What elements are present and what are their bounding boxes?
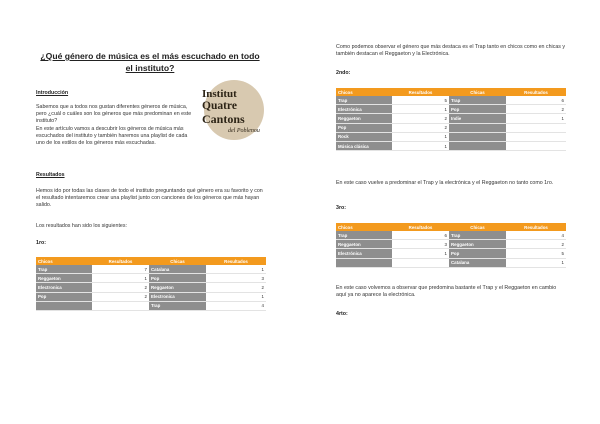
girls-genre-cell: Trap (449, 231, 506, 240)
boys-genre-cell: Pop (36, 292, 92, 301)
results-paragraph-1: Hemos ido por todas las clases de todo el instituto preguntando qué género era su favorito y con el resultado intentaremos crear una playlist junto con canciones de los géneros que más hayan salido. (36, 188, 263, 209)
girls-genre-cell: Pop (449, 105, 506, 114)
girls-genre-cell: Pop (449, 249, 506, 258)
results-heading: Resultados (36, 172, 65, 178)
boys-genre-cell: Electrónica (336, 105, 392, 114)
girls-result-cell: 2 (206, 283, 266, 292)
boys-genre-cell: Reggaeton (36, 274, 92, 283)
girls-genre-cell: Catalana (149, 265, 206, 274)
boys-genre-cell: Reggaeton (336, 240, 392, 249)
logo-line-4: del Poblenou (228, 128, 260, 134)
header-girls: Chicas (449, 223, 506, 231)
boys-result-cell: 1 (392, 132, 449, 141)
right-paragraph-1: Como podemos observar el género que más destaca es el Trap tanto en chicos como en chicas y también destacan el Reggaeton y la Electrónica. (336, 44, 566, 58)
header-boys: Chicos (336, 223, 392, 231)
girls-result-cell: 6 (506, 96, 566, 105)
girls-result-cell: 4 (506, 231, 566, 240)
boys-result-cell: 1 (392, 141, 449, 150)
boys-genre-cell (336, 258, 392, 267)
boys-result-cell: 2 (92, 283, 149, 292)
boys-result-cell: 2 (392, 123, 449, 132)
intro-paragraph-2: En este artículo vamos a descubrir los géneros de música más escuchados del instituto y también haremos una playlist de cada uno de los estilos de los géneros más escuchadas. (36, 126, 188, 147)
boys-result-cell: 5 (392, 96, 449, 105)
right-paragraph-2: En este caso vuelve a predominar el Trap y la electrónica y el Reggaeton no tanto como 1ro. (336, 180, 554, 186)
girls-genre-cell: Reggaeton (449, 240, 506, 249)
girls-result-cell (506, 132, 566, 141)
boys-genre-cell: Electronica (36, 283, 92, 292)
girls-genre-cell: Pop (149, 274, 206, 283)
header-boys: Chicos (36, 257, 92, 265)
page-title: ¿Qué género de música es el más escuchado en todo el instituto? (40, 51, 260, 73)
boys-result-cell: 1 (392, 249, 449, 258)
boys-result-cell (92, 301, 149, 310)
girls-genre-cell (449, 132, 506, 141)
table-row (36, 265, 266, 274)
group-2-label: 2ndo: (336, 70, 351, 76)
logo-line-3: Cantons (202, 112, 245, 126)
girls-genre-cell: Electronica (149, 292, 206, 301)
table-row (336, 231, 566, 240)
girls-result-cell (506, 123, 566, 132)
header-results: Resultados (206, 257, 266, 265)
boys-result-cell: 2 (392, 114, 449, 123)
table-row (36, 274, 266, 283)
boys-result-cell: 1 (392, 105, 449, 114)
intro-heading: Introducción (36, 90, 69, 96)
group-4-label: 4rto: (336, 311, 348, 317)
boys-genre-cell: Música clásica (336, 141, 392, 150)
table-row (36, 292, 266, 301)
right-page (300, 0, 600, 424)
group-1-label: 1ro: (36, 240, 47, 246)
results-paragraph-2: Los resultados han sido los siguientes: (36, 223, 127, 229)
girls-genre-cell (449, 141, 506, 150)
girls-result-cell: 1 (506, 258, 566, 267)
results-table-2 (336, 88, 566, 151)
girls-result-cell: 3 (206, 274, 266, 283)
header-girls: Chicas (149, 257, 206, 265)
boys-genre-cell: Trap (336, 231, 392, 240)
header-results: Resultados (506, 88, 566, 96)
table-row (336, 249, 566, 258)
girls-genre-cell: Reggaeton (149, 283, 206, 292)
boys-genre-cell (36, 301, 92, 310)
boys-result-cell: 6 (392, 231, 449, 240)
boys-result-cell (392, 258, 449, 267)
header-results: Resultados (392, 88, 449, 96)
boys-genre-cell: Trap (336, 96, 392, 105)
results-table-1 (36, 257, 266, 311)
boys-genre-cell: Reggaeton (336, 114, 392, 123)
girls-genre-cell: Trap (149, 301, 206, 310)
boys-result-cell: 7 (92, 265, 149, 274)
table-row (336, 105, 566, 114)
girls-genre-cell: Indie (449, 114, 506, 123)
girls-result-cell: 1 (206, 265, 266, 274)
boys-genre-cell: Pop (336, 123, 392, 132)
table-row (36, 283, 266, 292)
header-results: Resultados (392, 223, 449, 231)
header-results: Resultados (506, 223, 566, 231)
table-row (336, 141, 566, 150)
table-row (36, 301, 266, 310)
girls-result-cell: 1 (506, 114, 566, 123)
results-table-3 (336, 223, 566, 268)
table-row (336, 96, 566, 105)
girls-genre-cell (449, 123, 506, 132)
boys-result-cell: 3 (392, 240, 449, 249)
intro-paragraph-1: Sabemos que a todos nos gustan diferentes géneros de música, pero ¿cuál o cuáles son los géneros que más predominan en este instituto? (36, 104, 192, 125)
boys-genre-cell: Rock (336, 132, 392, 141)
table-row (336, 114, 566, 123)
group-3-label: 3ro: (336, 205, 347, 211)
girls-result-cell (506, 141, 566, 150)
boys-result-cell: 2 (92, 292, 149, 301)
girls-result-cell: 2 (506, 240, 566, 249)
school-logo (196, 80, 268, 154)
boys-genre-cell: Trap (36, 265, 92, 274)
logo-line-1: Institut (202, 88, 237, 100)
boys-result-cell: 1 (92, 274, 149, 283)
girls-result-cell: 4 (206, 301, 266, 310)
header-results: Resultados (92, 257, 149, 265)
table-row (336, 258, 566, 267)
boys-genre-cell: Electrónica (336, 249, 392, 258)
right-paragraph-3: En este caso volvemos a observar que predomina bastante el Trap y el Reggaeton en cambio aquí ya no aparece la electrónica. (336, 285, 557, 299)
table-row (336, 123, 566, 132)
logo-line-2: Quatre (202, 100, 237, 112)
table-row (336, 240, 566, 249)
girls-result-cell: 2 (506, 105, 566, 114)
girls-genre-cell: Trap (449, 96, 506, 105)
girls-result-cell: 5 (506, 249, 566, 258)
header-boys: Chicos (336, 88, 392, 96)
header-girls: Chicas (449, 88, 506, 96)
table-row (336, 132, 566, 141)
girls-genre-cell: Catalana (449, 258, 506, 267)
girls-result-cell: 1 (206, 292, 266, 301)
